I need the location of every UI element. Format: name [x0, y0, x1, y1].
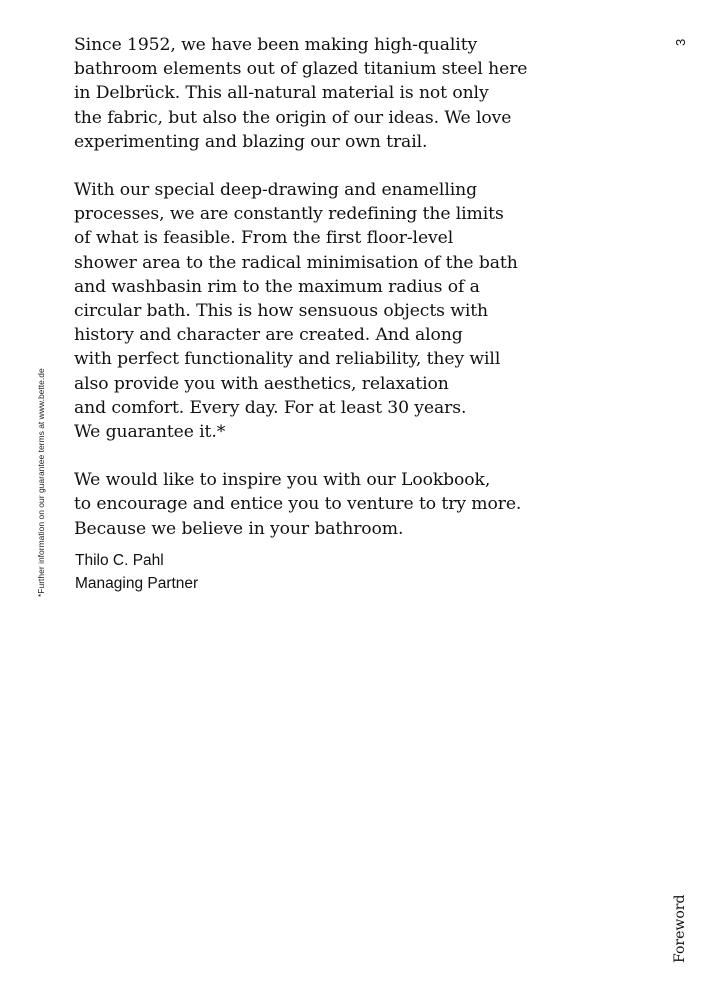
paragraph-1: Since 1952, we have been making high-quality bathroom elements out of glazed titanium steel here in Delbrück. This all-natural material is not only the fabric, but also the origin of our ideas. We love experimenting and blazing our own trail.	[74, 35, 528, 152]
paragraph-2: With our special deep-drawing and enamelling processes, we are constantly redefining the limits of what is feasible. From the first floor-level shower area to the radical minimisation of the bath and washbasin rim to the maximum radius of a circular bath. This is how sensuous objects with history and character are created. And along with perfect functionality and reliability, they will also provide you with aesthetics, relaxation and comfort. Every day. For at least 30 years. We guarantee it.*	[74, 180, 518, 443]
signature-title: Managing Partner	[75, 575, 199, 592]
foreword-text	[74, 33, 544, 565]
paragraph-3: We would like to inspire you with our Lookbook, to encourage and entice you to venture to try more. Because we believe in your bathroom.	[74, 470, 522, 539]
signature-name: Thilo C. Pahl	[75, 552, 164, 569]
section-label: Foreword	[672, 894, 688, 963]
signature-block	[75, 549, 198, 595]
guarantee-footnote: *Further information on our guarantee terms at www.bette.de	[36, 368, 46, 597]
page-number: 3	[673, 38, 688, 46]
